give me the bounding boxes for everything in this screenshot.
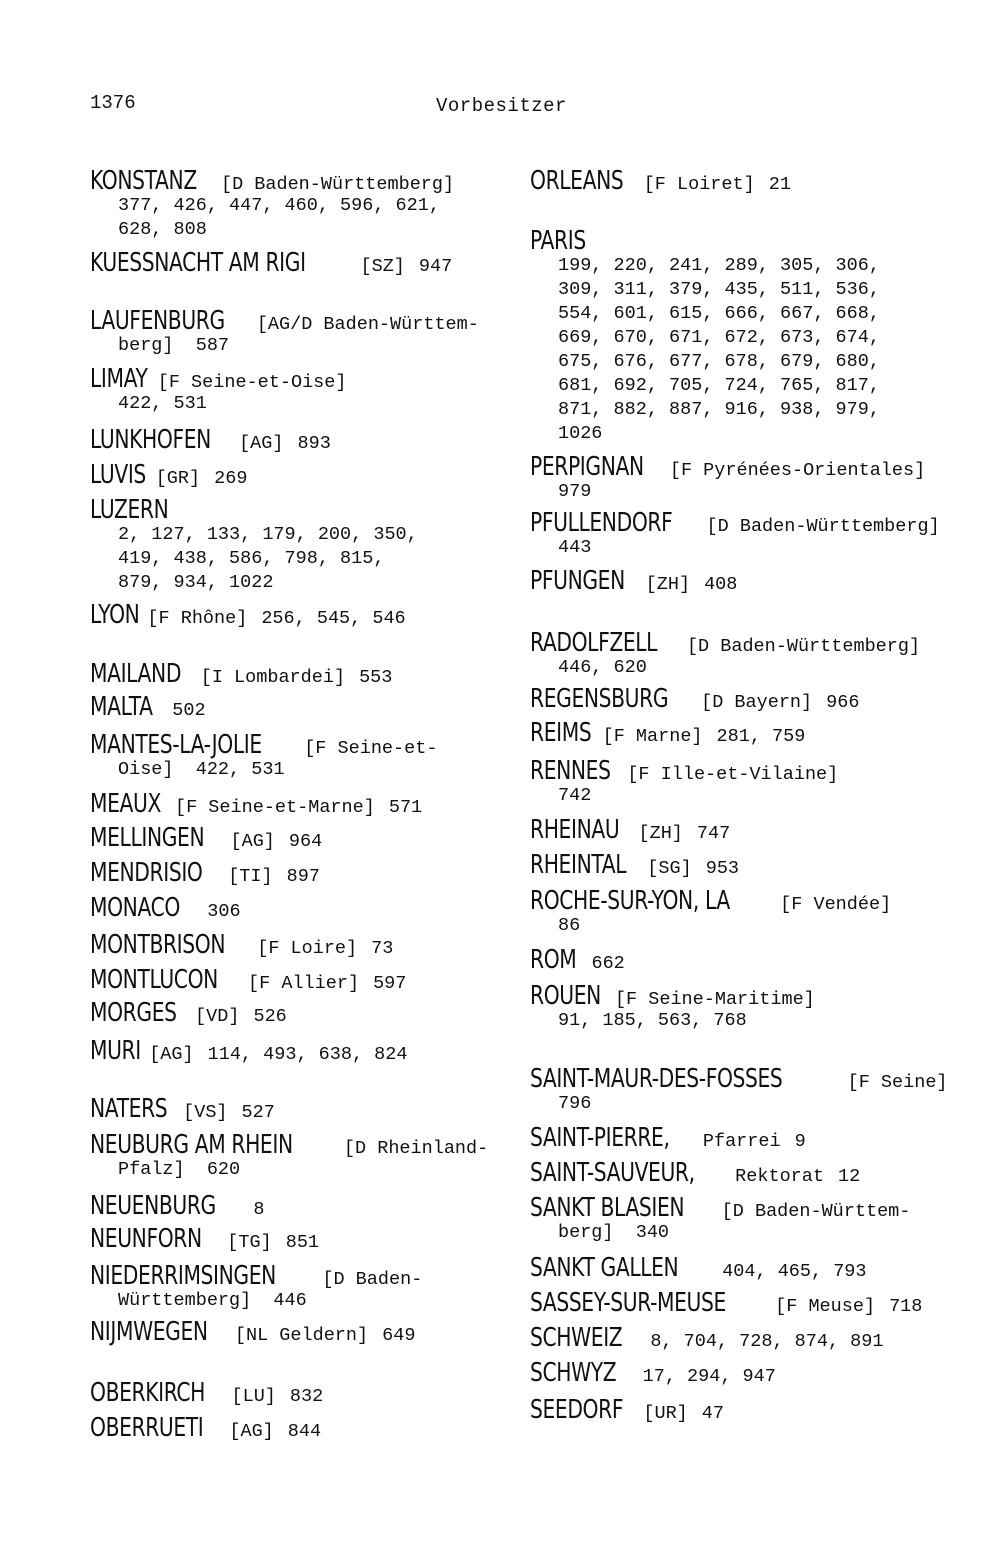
continuation-line: Oise] 422, 531 <box>118 759 285 780</box>
place-name: LUNKHOFEN <box>90 425 211 455</box>
place-name: NEUENBURG <box>90 1191 216 1221</box>
place-name: SANKT GALLEN <box>530 1253 679 1283</box>
reference-numbers: 281, 759 <box>716 726 806 747</box>
index-entry <box>90 965 510 999</box>
region-qualifier: Pfarrei <box>702 1131 781 1152</box>
region-qualifier: [D Baden-Württemberg] <box>686 636 921 657</box>
region-qualifier: [D Baden-Württemberg] <box>220 174 455 195</box>
index-entry <box>90 306 510 358</box>
index-entry <box>90 1261 510 1313</box>
continuation-line: 443 <box>558 537 592 558</box>
region-qualifier: [F Pyrénées-Orientales] <box>669 460 926 481</box>
place-name: KONSTANZ <box>90 166 197 196</box>
reference-numbers: 966 <box>826 692 860 713</box>
reference-numbers: 256, 545, 546 <box>261 608 406 629</box>
reference-numbers: 747 <box>696 823 731 844</box>
index-entry <box>530 628 980 680</box>
place-name: MONACO <box>90 893 180 923</box>
index-entry <box>90 364 510 416</box>
place-name: SEEDORF <box>530 1395 624 1425</box>
place-name: NEUNFORN <box>90 1224 202 1254</box>
region-qualifier: [SZ] <box>360 256 405 277</box>
index-entry <box>530 1193 980 1245</box>
continuation-line: 422, 531 <box>118 393 207 414</box>
region-qualifier: [F Seine-et- <box>304 738 438 759</box>
reference-numbers: 408 <box>704 574 738 595</box>
place-name: REGENSBURG <box>530 684 669 714</box>
index-entry <box>530 850 980 884</box>
region-qualifier: [F Meuse] <box>775 1296 876 1317</box>
region-qualifier: [D Baden-Württem- <box>721 1201 911 1222</box>
region-qualifier: [AG] <box>230 831 275 852</box>
index-entry <box>90 460 510 494</box>
place-name: LUVIS <box>90 460 146 490</box>
index-entry <box>530 981 980 1033</box>
place-name: REIMS <box>530 718 592 748</box>
index-entry <box>90 1130 510 1182</box>
index-entry <box>90 1317 510 1351</box>
place-name: MAILAND <box>90 659 182 689</box>
region-qualifier: [AG] <box>229 1421 274 1442</box>
region-qualifier: [AG/D Baden-Württem- <box>256 314 479 335</box>
place-name: RHEINTAL <box>530 850 627 880</box>
index-entry <box>530 1395 980 1429</box>
reference-numbers: 526 <box>253 1006 287 1027</box>
reference-numbers: 47 <box>701 1403 725 1424</box>
place-name: LUZERN <box>90 495 169 525</box>
index-entry <box>530 1253 980 1287</box>
index-entry <box>90 1036 510 1070</box>
region-qualifier: [I Lombardei] <box>200 667 346 688</box>
place-name: NIJMWEGEN <box>90 1317 208 1347</box>
index-entry <box>530 452 980 504</box>
index-entry <box>530 566 980 600</box>
region-qualifier: [F Allier] <box>248 973 360 994</box>
index-entry <box>530 684 980 718</box>
index-entry <box>90 425 510 459</box>
region-qualifier: [D Bayern] <box>701 692 813 713</box>
place-name: MENDRISIO <box>90 858 203 888</box>
region-qualifier: [D Rheinland- <box>343 1138 489 1159</box>
region-qualifier: [D Baden- <box>322 1269 423 1290</box>
index-entry <box>90 730 510 782</box>
place-name: ROM <box>530 945 577 975</box>
reference-numbers: 553 <box>359 667 393 688</box>
reference-numbers: 649 <box>382 1325 416 1346</box>
reference-numbers: 17, 294, 947 <box>642 1366 776 1387</box>
place-name: RENNES <box>530 756 611 786</box>
reference-numbers: 953 <box>705 858 740 879</box>
region-qualifier: [UR] <box>643 1403 688 1424</box>
reference-numbers: 404, 465, 793 <box>722 1261 867 1282</box>
place-name: SCHWYZ <box>530 1358 617 1388</box>
index-entry <box>90 600 510 634</box>
index-entry <box>90 248 510 282</box>
index-entry <box>90 659 510 693</box>
index-entry <box>530 166 980 200</box>
index-entry <box>530 226 980 446</box>
place-name: MORGES <box>90 998 177 1028</box>
region-qualifier: [SG] <box>647 858 692 879</box>
place-name: SAINT-PIERRE, <box>530 1123 670 1153</box>
continuation-line: 377, 426, 447, 460, 596, 621, 628, 808 <box>118 195 440 240</box>
region-qualifier: [F Vendée] <box>780 894 892 915</box>
reference-numbers: 73 <box>371 938 394 959</box>
place-name: SANKT BLASIEN <box>530 1193 685 1223</box>
reference-numbers: 897 <box>286 866 320 887</box>
place-name: OBERRUETI <box>90 1413 204 1443</box>
reference-numbers: 8, 704, 728, 874, 891 <box>650 1331 884 1352</box>
page-number: 1376 <box>90 92 136 114</box>
index-entry <box>530 1158 980 1192</box>
reference-numbers: 502 <box>172 700 206 721</box>
region-qualifier: [F Loiret] <box>643 174 755 195</box>
place-name: PFUNGEN <box>530 566 625 596</box>
region-qualifier: [F Marne] <box>602 726 703 747</box>
region-qualifier: [ZH] <box>645 574 691 595</box>
index-entry <box>90 495 510 595</box>
place-name: KUESSNACHT AM RIGI <box>90 248 306 278</box>
index-entry <box>530 1064 980 1116</box>
continuation-line: berg] 587 <box>118 335 230 356</box>
place-name: PARIS <box>530 226 586 256</box>
region-qualifier: [VS] <box>183 1102 228 1123</box>
place-name: MONTBRISON <box>90 930 226 960</box>
reference-numbers: 571 <box>388 797 423 818</box>
region-qualifier: [AG] <box>239 433 284 454</box>
index-entry <box>530 756 980 808</box>
reference-numbers: 306 <box>207 901 241 922</box>
index-entry <box>90 823 510 857</box>
region-qualifier: [F Loire] <box>257 938 358 959</box>
index-entry <box>90 789 510 823</box>
running-head: Vorbesitzer <box>436 95 567 117</box>
continuation-line: 86 <box>558 915 581 936</box>
continuation-line: 2, 127, 133, 179, 200, 350, 419, 438, 586, 798, 815, 879, 934, 1022 <box>118 524 418 593</box>
index-entry <box>90 858 510 892</box>
reference-numbers: 8 <box>253 1199 265 1220</box>
place-name: LIMAY <box>90 364 148 394</box>
index-entry <box>530 815 980 849</box>
continuation-line: 796 <box>558 1093 592 1114</box>
place-name: MURI <box>90 1036 141 1066</box>
index-entry <box>530 886 980 938</box>
continuation-line: 979 <box>558 481 592 502</box>
place-name: MALTA <box>90 692 153 722</box>
index-entry <box>90 1094 510 1128</box>
region-qualifier: [TG] <box>227 1232 272 1253</box>
place-name: NATERS <box>90 1094 168 1124</box>
continuation-line: Württemberg] 446 <box>118 1290 307 1311</box>
reference-numbers: 662 <box>591 953 625 974</box>
region-qualifier: [F Seine-et-Oise] <box>157 372 347 393</box>
index-entry <box>90 166 510 242</box>
reference-numbers: 964 <box>288 831 323 852</box>
place-name: ROUEN <box>530 981 601 1011</box>
region-qualifier: [ZH] <box>638 823 683 844</box>
reference-numbers: 269 <box>214 468 248 489</box>
index-entry <box>90 1413 510 1447</box>
region-qualifier: [D Baden-Württemberg] <box>706 516 940 537</box>
reference-numbers: 21 <box>768 174 791 195</box>
place-name: ROCHE-SUR-YON, LA <box>530 886 730 916</box>
index-entry <box>530 718 980 752</box>
index-entry <box>90 893 510 927</box>
region-qualifier: [F Ille-et-Vilaine] <box>627 764 839 785</box>
region-qualifier: [VD] <box>195 1006 240 1027</box>
region-qualifier: [F Seine-et-Marne] <box>175 797 375 818</box>
index-entry <box>530 945 980 979</box>
index-entry <box>90 1224 510 1258</box>
place-name: ORLEANS <box>530 166 624 196</box>
place-name: RHEINAU <box>530 815 620 845</box>
place-name: LYON <box>90 600 140 630</box>
region-qualifier: [F Rhône] <box>147 608 248 629</box>
reference-numbers: 947 <box>418 256 453 277</box>
index-entry <box>90 1378 510 1412</box>
region-qualifier: [AG] <box>149 1044 194 1065</box>
index-entry <box>530 1288 980 1322</box>
place-name: RADOLFZELL <box>530 628 658 658</box>
index-entry <box>530 508 980 560</box>
place-name: SASSEY-SUR-MEUSE <box>530 1288 726 1318</box>
reference-numbers: 893 <box>297 433 331 454</box>
index-entry <box>90 1191 510 1225</box>
index-entry <box>90 930 510 964</box>
place-name: PERPIGNAN <box>530 452 644 482</box>
continuation-line: 742 <box>558 785 592 806</box>
region-qualifier: Rektorat <box>735 1166 824 1187</box>
place-name: NEUBURG AM RHEIN <box>90 1130 293 1160</box>
place-name: PFULLENDORF <box>530 508 673 538</box>
index-entry <box>90 998 510 1032</box>
region-qualifier: [F Seine-Maritime] <box>614 989 815 1010</box>
continuation-line: 446, 620 <box>558 657 647 678</box>
place-name: SAINT-MAUR-DES-FOSSES <box>530 1064 783 1094</box>
continuation-line: 199, 220, 241, 289, 305, 306, 309, 311, 379, 435, 511, 536, 554, 601, 615, 666, 667, 668, 669, 670, 671, 672, 673, 674, 675, 676, 677, 678, 679, 680, 681, 692, 705, 724, 765, 817, 871, 882, 887, 916, 938, 979, 1026 <box>558 255 880 444</box>
continuation-line: 91, 185, 563, 768 <box>558 1010 747 1031</box>
reference-numbers: 832 <box>289 1386 324 1407</box>
reference-numbers: 844 <box>287 1421 322 1442</box>
region-qualifier: [F Seine] <box>847 1072 948 1093</box>
continuation-line: Pfalz] 620 <box>118 1159 241 1180</box>
reference-numbers: 527 <box>241 1102 275 1123</box>
index-entry <box>530 1358 980 1392</box>
index-entry <box>530 1123 980 1157</box>
reference-numbers: 597 <box>373 973 407 994</box>
reference-numbers: 851 <box>285 1232 320 1253</box>
place-name: MANTES-LA-JOLIE <box>90 730 262 760</box>
place-name: LAUFENBURG <box>90 306 225 336</box>
continuation-line: berg] 340 <box>558 1222 670 1243</box>
place-name: OBERKIRCH <box>90 1378 206 1408</box>
index-entry <box>530 1323 980 1357</box>
place-name: MELLINGEN <box>90 823 205 853</box>
reference-numbers: 12 <box>837 1166 861 1187</box>
place-name: MONTLUCON <box>90 965 218 995</box>
reference-numbers: 718 <box>889 1296 923 1317</box>
place-name: MEAUX <box>90 789 161 819</box>
index-entry <box>90 692 510 726</box>
place-name: SAINT-SAUVEUR, <box>530 1158 695 1188</box>
region-qualifier: [LU] <box>231 1386 276 1407</box>
region-qualifier: [GR] <box>155 468 201 489</box>
region-qualifier: [TI] <box>228 866 273 887</box>
region-qualifier: [NL Geldern] <box>234 1325 369 1346</box>
place-name: NIEDERRIMSINGEN <box>90 1261 276 1291</box>
reference-numbers: 9 <box>794 1131 806 1152</box>
reference-numbers: 114, 493, 638, 824 <box>207 1044 408 1065</box>
place-name: SCHWEIZ <box>530 1323 623 1353</box>
